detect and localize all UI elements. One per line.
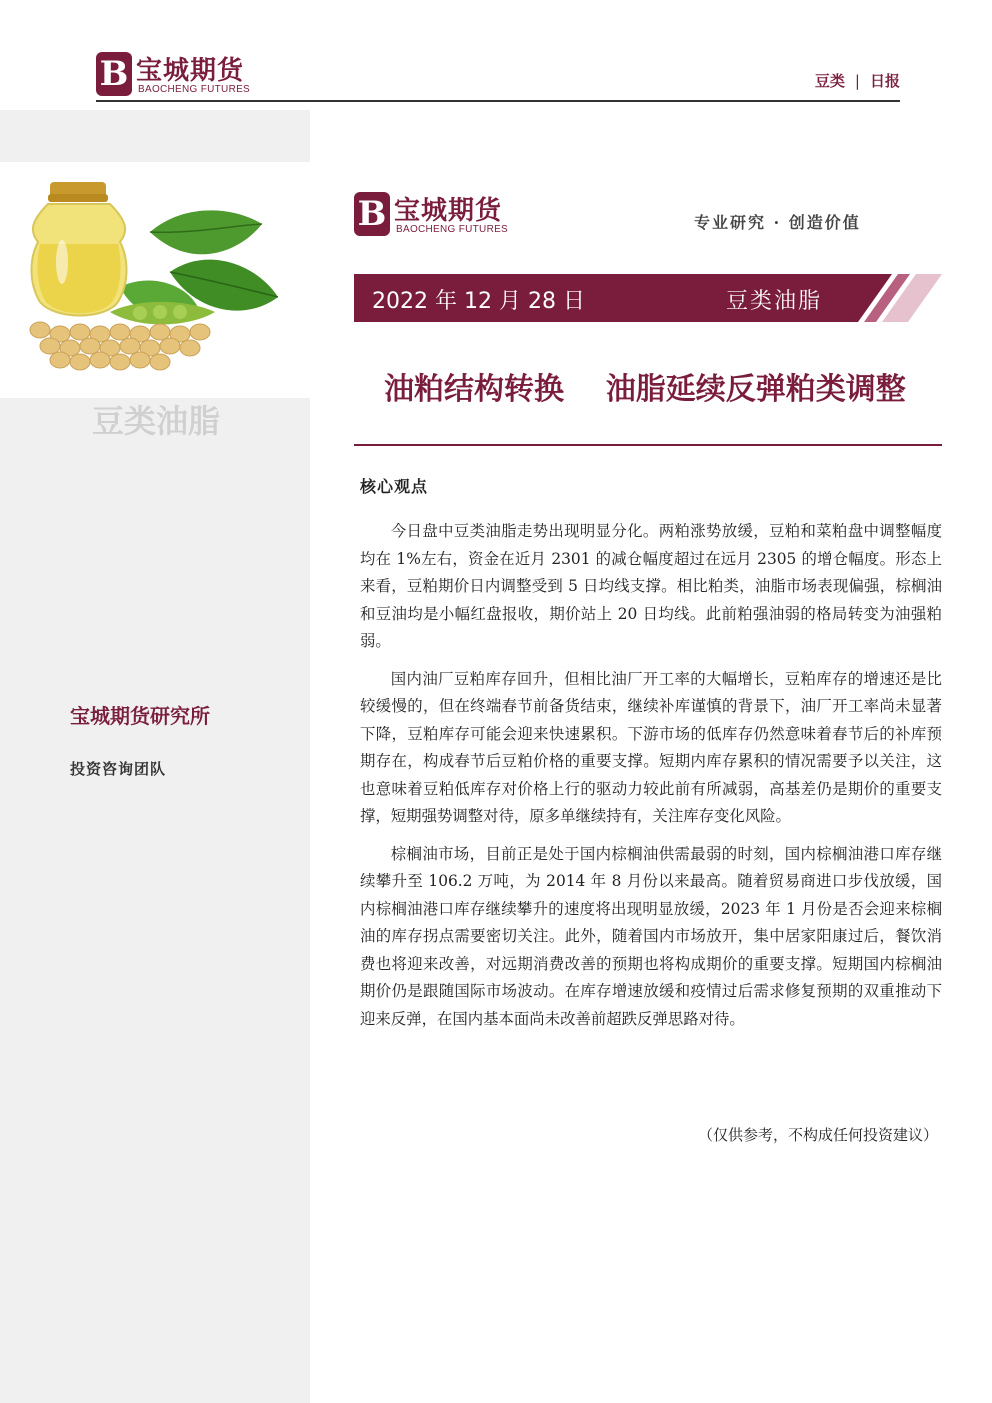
title-divider (354, 444, 942, 446)
report-title: 油粕结构转换 油脂延续反弹粕类调整 (384, 372, 906, 407)
report-date: 2022 年 12 月 28 日 (372, 289, 585, 314)
header-tags (815, 70, 900, 91)
header-tag-separator: | (854, 72, 860, 90)
report-body (360, 518, 942, 1043)
report-category: 豆类油脂 (726, 289, 823, 314)
header-tag-type: 日报 (869, 72, 900, 90)
soybean-oil-illustration (0, 162, 310, 398)
research-institute-name: 宝城期货研究所 (70, 704, 210, 728)
product-photo (0, 162, 310, 398)
date-banner (354, 274, 942, 322)
company-motto: 专业研究 · 创造价值 (694, 213, 861, 232)
body-paragraph: 国内油厂豆粕库存回升，但相比油厂开工率的大幅增长，豆粕库存的增速还是比较缓慢的，但在终端春节前备货结束，继续补库谨慎的背景下，油厂开工率尚未显著下降，豆粕库存可能会迎来快速累积。下游市场的低库存仍然意味着春节后的补库预期存在，构成春节后豆粕价格的重要支撑。短期内库存累积的情况需要予以关注，这也意味着豆粕低库存对价格上行的驱动力较此前有所减弱，高基差仍是期价的重要支撑，短期强势调整对待，原多单继续持有，关注库存变化风险。 (360, 669, 942, 825)
logo-mark: B (96, 52, 132, 96)
sidebar-category-watermark: 豆类油脂 (92, 402, 221, 440)
section-heading: 核心观点 (360, 477, 429, 496)
body-paragraph: 今日盘中豆类油脂走势出现明显分化。两粕涨势放缓，豆粕和菜粕盘中调整幅度均在 1%左右，资金在近月 2301 的减仓幅度超过在远月 2305 的增仓幅度。形态上来看，豆粕期价日内调整受到 5 日均线支撑。相比粕类，油脂市场表现偏强，棕榈油和豆油均是小幅红盘报收，期价站上 20 日均线。此前粕强油弱的格局转变为油强粕弱。 (360, 522, 942, 650)
header-divider (96, 100, 900, 102)
header-tag-category: 豆类 (814, 72, 845, 90)
main-logo-chinese-name: 宝城期货 (394, 196, 503, 226)
main-logo (354, 192, 524, 240)
body-paragraph: 棕榈油市场，目前正是处于国内棕榈油供需最弱的时刻，国内棕榈油港口库存继续攀升至 106.2 万吨，为 2014 年 8 月份以来最高。随着贸易商进口步伐放缓，国内棕榈油港口库存继续攀升的速度将出现明显放缓，2023 年 1 月份是否会迎来棕榈油的库存拐点需要密切关注。此外，随着国内市场放开，集中居家阳康过后，餐饮消费也将迎来改善，对远期消费改善的预期也将构成期价的重要支撑。短期国内棕榈油期价仍是跟随国际市场波动。在库存增速放缓和疫情过后需求修复预期的双重推动下迎来反弹，在国内基本面尚未改善前超跌反弹思路对待。 (360, 844, 942, 1028)
team-name: 投资咨询团队 (70, 760, 167, 778)
logo-english-name: BAOCHENG FUTURES (138, 84, 251, 95)
header-logo (96, 52, 256, 100)
logo-chinese-name: 宝城期货 (136, 56, 245, 86)
main-logo-english-name: BAOCHENG FUTURES (396, 224, 509, 235)
main-logo-mark: B (354, 192, 390, 236)
disclaimer: （仅供参考，不构成任何投资建议） (697, 1126, 938, 1144)
